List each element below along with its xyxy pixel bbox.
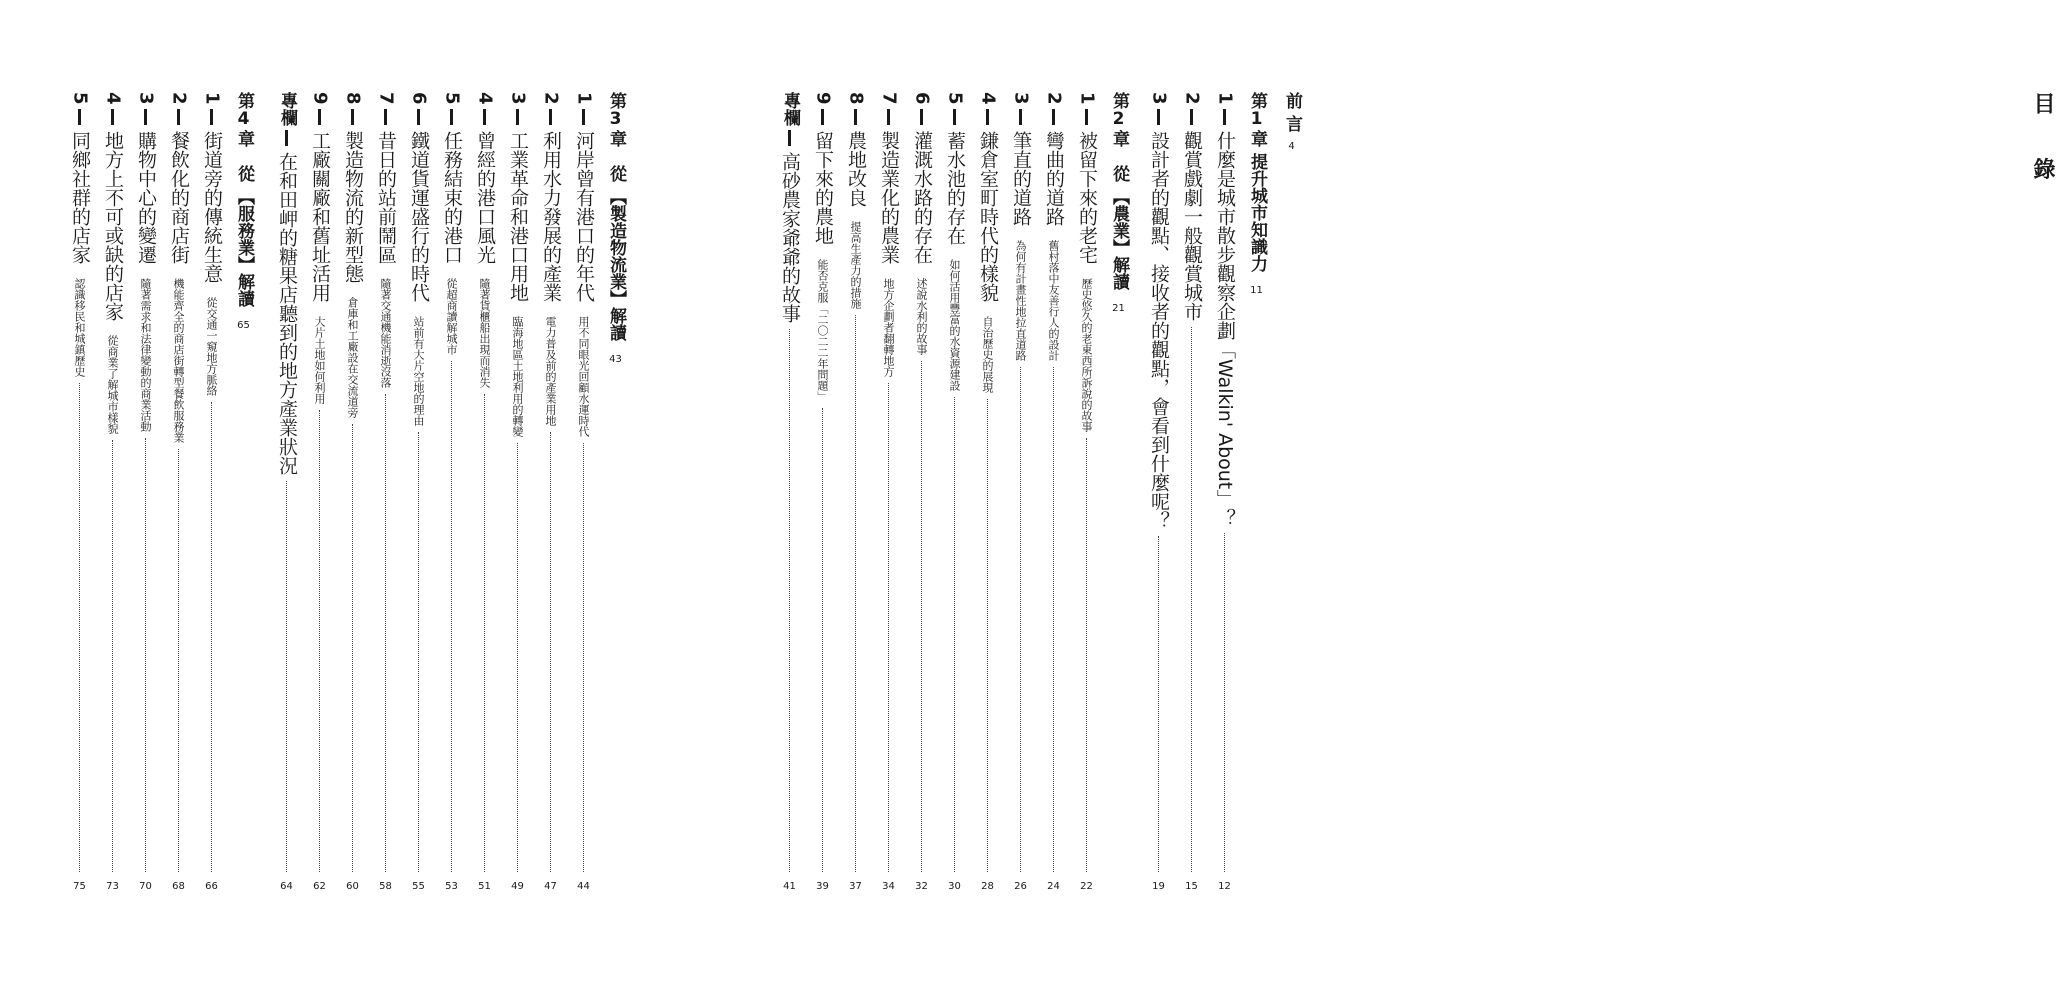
toc-entry[interactable]: 4 曾經的港口風光 隨著貨櫃船出現而消失 51 [474, 92, 496, 892]
right-page [705, 0, 2055, 1000]
chapter1-title: 提升城市知識力 [1247, 153, 1267, 272]
preface-label: 前 言 [1282, 92, 1302, 132]
toc-entry[interactable]: 8 農地改良 提高生產力的措施 37 [845, 92, 867, 892]
toc-entry[interactable]: 3 工業革命和港口用地 臨海地區土地利用的轉變 49 [507, 92, 529, 892]
toc-entry[interactable]: 6 鐵道貨運盛行的時代 站前有大片空地的理由 55 [408, 92, 430, 892]
toc-entry[interactable]: 4 地方上不可或缺的店家 從商業了解城市樣貌 73 [102, 92, 124, 892]
toc-entry[interactable]: 4 鎌倉室町時代的樣貌 自治歷史的展現 28 [977, 92, 999, 892]
toc-entry[interactable]: 2 彎曲的道路 舊村落中友善行人的設計 24 [1043, 92, 1065, 892]
column-entry[interactable]: 專欄 高砂農家爺爺的故事 41 [779, 92, 801, 892]
toc-entry[interactable]: 2 觀賞戲劇一般觀賞城市 15 [1181, 92, 1203, 892]
toc-entry[interactable]: 5 任務結束的港口 從超商讀解城市 53 [441, 92, 463, 892]
toc-entry[interactable]: 8 製造物流的新型態 倉庫和工廠設在交流道旁 60 [342, 92, 364, 892]
toc-entry[interactable]: 3 筆直的道路 為何有計畫性地拉直道路 26 [1010, 92, 1032, 892]
toc-entry[interactable]: 3 設計者的觀點、接收者的觀點，會看到什麼呢？ 19 [1148, 92, 1170, 892]
chapter1-page: 11 [1250, 285, 1263, 296]
chapter4-heading[interactable]: 第 4 章 從 【服務業】解讀 65 [234, 92, 254, 331]
toc-entry[interactable]: 2 餐飲化的商店街 機能齊全的商店街轉型餐飲服務業 68 [168, 92, 190, 892]
toc-entry[interactable]: 3 購物中心的變遷 隨著需求和法律變動的商業活動 70 [135, 92, 157, 892]
toc-entry[interactable]: 1 被留下來的老宅 歷史悠久的老東西所訴說的故事 22 [1076, 92, 1098, 892]
toc-entry[interactable]: 9 留下來的農地 能否克服「二〇二二年問題」 39 [812, 92, 834, 892]
column-entry[interactable]: 專欄 在和田岬的糖果店聽到的地方產業狀況 64 [276, 92, 298, 892]
toc-entry[interactable]: 1 街道旁的傳統生意 從交通一窺地方脈絡 66 [201, 92, 223, 892]
left-page [0, 0, 705, 1000]
toc-entry[interactable]: 5 蓄水池的存在 如何活用豐富的水資源建設 30 [944, 92, 966, 892]
toc-entry[interactable]: 9 工廠關廠和舊址活用 大片土地如何利用 62 [309, 92, 331, 892]
chapter3-heading[interactable]: 第 3 章 從 【製造物流業】解讀 43 [606, 92, 626, 365]
chapter2-heading[interactable]: 第 2 章 從 【農業】解讀 21 [1109, 92, 1129, 314]
chapter1-heading[interactable]: 第 1 章 提升城市知識力 11 [1247, 92, 1267, 296]
toc-entry[interactable]: 7 製造業化的農業 地方企劃者翻轉地方 34 [878, 92, 900, 892]
toc-entry[interactable]: 7 昔日的站前鬧區 隨著交通機能消逝沒落 58 [375, 92, 397, 892]
toc-entry[interactable]: 1 河岸曾有港口的年代 用不同眼光回顧水運時代 44 [573, 92, 595, 892]
preface-page: 4 [1288, 140, 1295, 152]
toc-entry[interactable]: 6 灌溉水路的存在 述說水利的故事 32 [911, 92, 933, 892]
toc-title: 目 錄 [2030, 92, 2055, 198]
toc-entry[interactable]: 1 什麼是城市散步觀察企劃「Walkin' About」？ 12 [1214, 92, 1236, 892]
toc-entry[interactable]: 2 利用水力發展的產業 電力普及前的產業用地 47 [540, 92, 562, 892]
toc-entry[interactable]: 5 同鄉社群的店家 認識移民和城鎮歷史 75 [69, 92, 91, 892]
preface-entry[interactable] [1283, 92, 1300, 892]
